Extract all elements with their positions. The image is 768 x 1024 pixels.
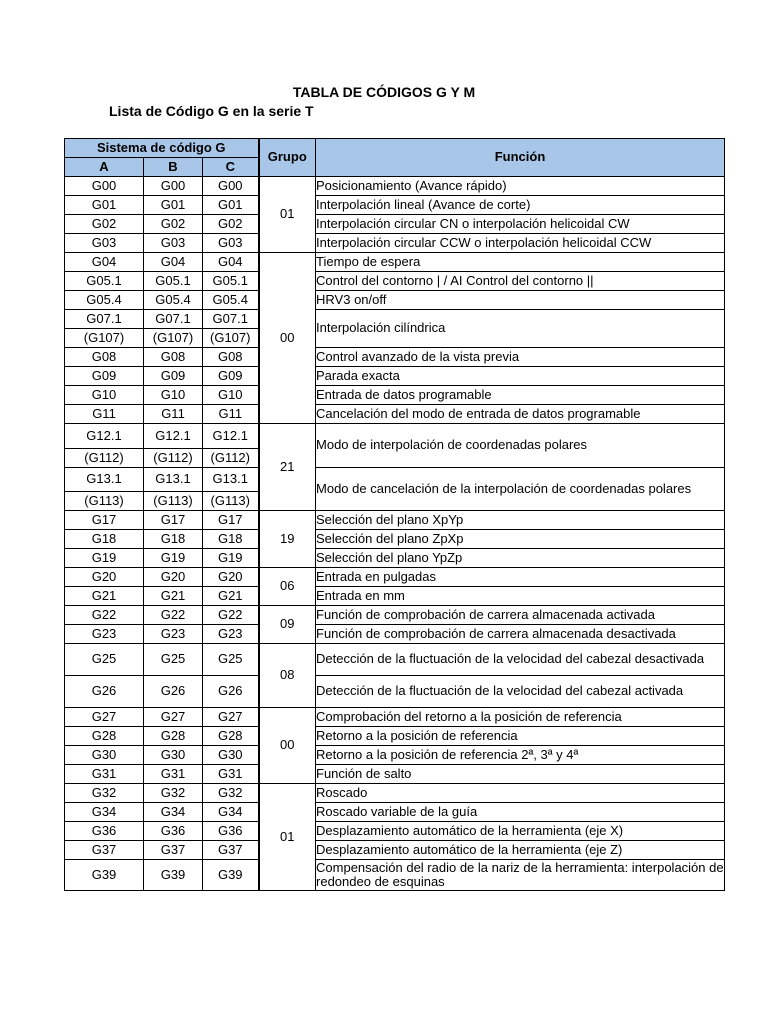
code-b-cell: G02 bbox=[144, 215, 203, 234]
code-a-cell: G09 bbox=[65, 367, 144, 386]
code-c-cell: G05.1 bbox=[203, 272, 259, 291]
code-c-cell: G32 bbox=[203, 784, 259, 803]
code-b-cell: G31 bbox=[144, 765, 203, 784]
group-cell: 00 bbox=[259, 708, 316, 784]
code-c-cell: G20 bbox=[203, 568, 259, 587]
table-row bbox=[65, 196, 725, 215]
table-row bbox=[65, 468, 725, 492]
code-c-cell: G25 bbox=[203, 644, 259, 676]
code-b-cell: G37 bbox=[144, 841, 203, 860]
code-b-cell: (G112) bbox=[144, 449, 203, 468]
code-a-cell: G10 bbox=[65, 386, 144, 405]
document-title: TABLA DE CÓDIGOS G Y M bbox=[292, 84, 476, 100]
table-row bbox=[65, 386, 725, 405]
code-b-cell: G05.4 bbox=[144, 291, 203, 310]
table-row bbox=[65, 822, 725, 841]
code-b-cell: G11 bbox=[144, 405, 203, 424]
code-c-cell: G27 bbox=[203, 708, 259, 727]
function-cell: Modo de interpolación de coordenadas polares bbox=[316, 424, 725, 468]
document-subtitle: Lista de Código G en la serie T bbox=[109, 103, 314, 119]
table-row bbox=[65, 803, 725, 822]
table-row bbox=[65, 765, 725, 784]
header-column-c: C bbox=[203, 158, 259, 177]
code-c-cell: G13.1 bbox=[203, 468, 259, 492]
group-cell: 21 bbox=[259, 424, 316, 511]
table-row bbox=[65, 746, 725, 765]
function-cell: Interpolación lineal (Avance de corte) bbox=[316, 196, 725, 215]
code-b-cell: G18 bbox=[144, 530, 203, 549]
function-cell: Entrada en mm bbox=[316, 587, 725, 606]
code-b-cell: G19 bbox=[144, 549, 203, 568]
function-cell: Compensación del radio de la nariz de la herramienta: interpolación de redondeo de esquinas bbox=[316, 859, 724, 889]
code-c-cell: G17 bbox=[203, 511, 259, 530]
table-row bbox=[65, 424, 725, 449]
code-a-cell: G39 bbox=[65, 860, 144, 891]
function-cell: Interpolación cilíndrica bbox=[316, 310, 725, 348]
code-a-cell: G30 bbox=[65, 746, 144, 765]
code-a-cell: G17 bbox=[65, 511, 144, 530]
function-cell: Función de comprobación de carrera almacenada activada bbox=[316, 606, 725, 625]
code-a-cell: G26 bbox=[65, 676, 144, 708]
function-cell: Retorno a la posición de referencia 2ª, 3ª y 4ª bbox=[316, 746, 725, 765]
code-a-cell: G31 bbox=[65, 765, 144, 784]
table-row bbox=[65, 405, 725, 424]
function-cell: Función de salto bbox=[316, 765, 725, 784]
code-b-cell: G39 bbox=[144, 860, 203, 891]
code-c-cell: G08 bbox=[203, 348, 259, 367]
code-b-cell: G03 bbox=[144, 234, 203, 253]
code-a-cell: G12.1 bbox=[65, 424, 144, 449]
code-b-cell: G05.1 bbox=[144, 272, 203, 291]
code-b-cell: G12.1 bbox=[144, 424, 203, 449]
code-b-cell: G22 bbox=[144, 606, 203, 625]
code-a-cell: G08 bbox=[65, 348, 144, 367]
code-b-cell: G10 bbox=[144, 386, 203, 405]
code-c-cell: (G107) bbox=[203, 329, 259, 348]
code-c-cell: G31 bbox=[203, 765, 259, 784]
table-row bbox=[65, 708, 725, 727]
code-a-cell: G22 bbox=[65, 606, 144, 625]
code-b-cell: G30 bbox=[144, 746, 203, 765]
header-column-a: A bbox=[65, 158, 144, 177]
code-c-cell: (G113) bbox=[203, 492, 259, 511]
function-cell: Parada exacta bbox=[316, 367, 725, 386]
code-c-cell: G12.1 bbox=[203, 424, 259, 449]
code-b-cell: G25 bbox=[144, 644, 203, 676]
table-row bbox=[65, 348, 725, 367]
code-c-cell: G26 bbox=[203, 676, 259, 708]
table-row bbox=[65, 568, 725, 587]
code-b-cell: G26 bbox=[144, 676, 203, 708]
function-cell: Entrada de datos programable bbox=[316, 386, 725, 405]
code-a-cell: (G107) bbox=[65, 329, 144, 348]
code-c-cell: G11 bbox=[203, 405, 259, 424]
code-a-cell: (G113) bbox=[65, 492, 144, 511]
group-cell: 09 bbox=[259, 606, 316, 644]
code-a-cell: (G112) bbox=[65, 449, 144, 468]
code-c-cell: G03 bbox=[203, 234, 259, 253]
group-cell: 19 bbox=[259, 511, 316, 568]
code-a-cell: G05.1 bbox=[65, 272, 144, 291]
code-c-cell: G30 bbox=[203, 746, 259, 765]
function-cell: HRV3 on/off bbox=[316, 291, 725, 310]
header-column-b: B bbox=[144, 158, 203, 177]
code-c-cell: G07.1 bbox=[203, 310, 259, 329]
code-b-cell: (G113) bbox=[144, 492, 203, 511]
group-cell: 01 bbox=[259, 177, 316, 253]
function-cell: Interpolación circular CCW o interpolación helicoidal CCW bbox=[316, 234, 725, 253]
code-c-cell: G22 bbox=[203, 606, 259, 625]
function-cell: Roscado bbox=[316, 784, 725, 803]
code-c-cell: G21 bbox=[203, 587, 259, 606]
header-function: Función bbox=[316, 139, 725, 177]
table-row bbox=[65, 644, 725, 676]
table-row bbox=[65, 841, 725, 860]
function-cell: Interpolación circular CN o interpolación helicoidal CW bbox=[316, 215, 725, 234]
group-cell: 00 bbox=[259, 253, 316, 424]
code-c-cell: G28 bbox=[203, 727, 259, 746]
table-row bbox=[65, 860, 725, 891]
code-c-cell: G23 bbox=[203, 625, 259, 644]
function-cell: Entrada en pulgadas bbox=[316, 568, 725, 587]
code-a-cell: G27 bbox=[65, 708, 144, 727]
code-a-cell: G36 bbox=[65, 822, 144, 841]
code-b-cell: G01 bbox=[144, 196, 203, 215]
table-row bbox=[65, 625, 725, 644]
code-a-cell: G20 bbox=[65, 568, 144, 587]
table-row bbox=[65, 530, 725, 549]
function-cell: Tiempo de espera bbox=[316, 253, 725, 272]
code-c-cell: G04 bbox=[203, 253, 259, 272]
function-cell: Desplazamiento automático de la herramienta (eje X) bbox=[316, 822, 725, 841]
table-row bbox=[65, 215, 725, 234]
code-b-cell: G00 bbox=[144, 177, 203, 196]
code-b-cell: G36 bbox=[144, 822, 203, 841]
table-row bbox=[65, 234, 725, 253]
code-a-cell: G32 bbox=[65, 784, 144, 803]
table-row bbox=[65, 511, 725, 530]
code-c-cell: G09 bbox=[203, 367, 259, 386]
code-b-cell: G04 bbox=[144, 253, 203, 272]
code-c-cell: G19 bbox=[203, 549, 259, 568]
function-cell: Roscado variable de la guía bbox=[316, 803, 725, 822]
function-cell: Detección de la fluctuación de la velocidad del cabezal activada bbox=[316, 676, 725, 708]
code-a-cell: G05.4 bbox=[65, 291, 144, 310]
group-cell: 06 bbox=[259, 568, 316, 606]
code-a-cell: G25 bbox=[65, 644, 144, 676]
g-code-table bbox=[64, 138, 725, 891]
code-a-cell: G04 bbox=[65, 253, 144, 272]
function-cell: Selección del plano YpZp bbox=[316, 549, 725, 568]
function-cell: Cancelación del modo de entrada de datos programable bbox=[316, 405, 725, 424]
code-b-cell: G07.1 bbox=[144, 310, 203, 329]
code-a-cell: G11 bbox=[65, 405, 144, 424]
code-a-cell: G23 bbox=[65, 625, 144, 644]
code-c-cell: G34 bbox=[203, 803, 259, 822]
table-row bbox=[65, 310, 725, 329]
code-a-cell: G07.1 bbox=[65, 310, 144, 329]
table-row bbox=[65, 676, 725, 708]
code-a-cell: G13.1 bbox=[65, 468, 144, 492]
table-row bbox=[65, 784, 725, 803]
code-c-cell: G10 bbox=[203, 386, 259, 405]
code-c-cell: G05.4 bbox=[203, 291, 259, 310]
table-row bbox=[65, 253, 725, 272]
code-b-cell: G27 bbox=[144, 708, 203, 727]
code-a-cell: G18 bbox=[65, 530, 144, 549]
function-cell: Modo de cancelación de la interpolación de coordenadas polares bbox=[316, 468, 725, 511]
code-b-cell: G23 bbox=[144, 625, 203, 644]
code-b-cell: G17 bbox=[144, 511, 203, 530]
code-c-cell: G37 bbox=[203, 841, 259, 860]
table-row bbox=[65, 587, 725, 606]
code-c-cell: G36 bbox=[203, 822, 259, 841]
code-c-cell: (G112) bbox=[203, 449, 259, 468]
code-c-cell: G00 bbox=[203, 177, 259, 196]
code-b-cell: G34 bbox=[144, 803, 203, 822]
group-cell: 08 bbox=[259, 644, 316, 708]
function-cell: Función de comprobación de carrera almacenada desactivada bbox=[316, 625, 725, 644]
code-c-cell: G18 bbox=[203, 530, 259, 549]
code-b-cell: G09 bbox=[144, 367, 203, 386]
code-b-cell: G08 bbox=[144, 348, 203, 367]
code-a-cell: G01 bbox=[65, 196, 144, 215]
function-cell: Control del contorno | / AI Control del contorno || bbox=[316, 272, 725, 291]
table-row bbox=[65, 727, 725, 746]
table-row bbox=[65, 177, 725, 196]
function-cell: Desplazamiento automático de la herramienta (eje Z) bbox=[316, 841, 725, 860]
header-code-system: Sistema de código G bbox=[65, 139, 259, 158]
code-a-cell: G03 bbox=[65, 234, 144, 253]
code-a-cell: G28 bbox=[65, 727, 144, 746]
code-a-cell: G19 bbox=[65, 549, 144, 568]
code-c-cell: G02 bbox=[203, 215, 259, 234]
table-row bbox=[65, 606, 725, 625]
code-c-cell: G01 bbox=[203, 196, 259, 215]
function-cell: Detección de la fluctuación de la velocidad del cabezal desactivada bbox=[316, 644, 725, 676]
code-b-cell: (G107) bbox=[144, 329, 203, 348]
code-c-cell: G39 bbox=[203, 860, 259, 891]
header-group: Grupo bbox=[259, 139, 316, 177]
function-cell: Retorno a la posición de referencia bbox=[316, 727, 725, 746]
code-a-cell: G21 bbox=[65, 587, 144, 606]
table-row bbox=[65, 291, 725, 310]
code-a-cell: G02 bbox=[65, 215, 144, 234]
function-cell: Selección del plano ZpXp bbox=[316, 530, 725, 549]
function-cell: Selección del plano XpYp bbox=[316, 511, 725, 530]
code-b-cell: G32 bbox=[144, 784, 203, 803]
code-a-cell: G34 bbox=[65, 803, 144, 822]
code-a-cell: G00 bbox=[65, 177, 144, 196]
code-b-cell: G28 bbox=[144, 727, 203, 746]
code-b-cell: G21 bbox=[144, 587, 203, 606]
function-cell: Control avanzado de la vista previa bbox=[316, 348, 725, 367]
group-cell: 01 bbox=[259, 784, 316, 891]
code-b-cell: G20 bbox=[144, 568, 203, 587]
code-b-cell: G13.1 bbox=[144, 468, 203, 492]
function-cell: Posicionamiento (Avance rápido) bbox=[316, 177, 725, 196]
table-row bbox=[65, 367, 725, 386]
code-a-cell: G37 bbox=[65, 841, 144, 860]
function-cell: Comprobación del retorno a la posición de referencia bbox=[316, 708, 725, 727]
table-row bbox=[65, 272, 725, 291]
table-row bbox=[65, 549, 725, 568]
